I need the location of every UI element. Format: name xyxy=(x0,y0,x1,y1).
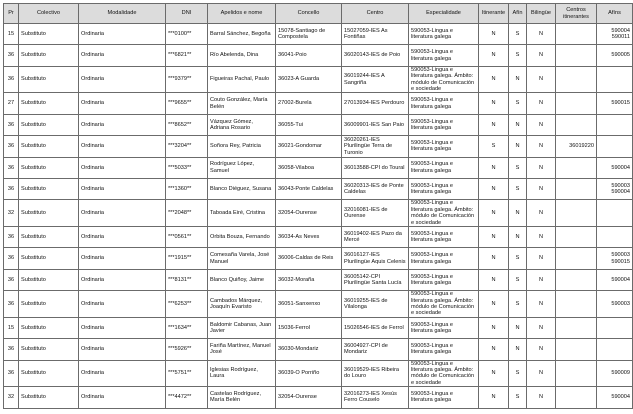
cell-pr: 36 xyxy=(4,269,19,290)
cell-pr: 27 xyxy=(4,93,19,114)
cell-afins xyxy=(597,24,633,45)
table-row xyxy=(4,339,633,360)
afin-code: 590003 xyxy=(611,182,630,189)
cell-apelidos-nome: Taboada Eiré, Cristina xyxy=(208,200,276,227)
cell-concello: 36023-A Guarda xyxy=(276,66,342,93)
cell-itinerante: N xyxy=(479,248,509,269)
table-row xyxy=(4,24,633,45)
afin-code: 590004 xyxy=(611,189,630,196)
afin-code: 590003 xyxy=(611,300,630,307)
cell-colectivo: Substituto xyxy=(19,93,79,114)
cell-centros-itinerantes xyxy=(556,387,597,408)
cell-centro: 15026546-IES de Ferrol xyxy=(342,317,409,338)
cell-centros-itinerantes xyxy=(556,226,597,247)
cell-colectivo: Substituto xyxy=(19,178,79,199)
cell-concello: 36051-Sanxenxo xyxy=(276,291,342,318)
cell-modalidade: Ordinaria xyxy=(79,317,166,338)
cell-concello: 36021-Gondomar xyxy=(276,136,342,157)
cell-concello: 36034-As Neves xyxy=(276,226,342,247)
cell-pr: 36 xyxy=(4,178,19,199)
cell-modalidade: Ordinaria xyxy=(79,248,166,269)
cell-pr: 36 xyxy=(4,136,19,157)
cell-centro: 36019244-IES A Sangriña xyxy=(342,66,409,93)
cell-concello: 36055-Tui xyxy=(276,114,342,135)
cell-afins xyxy=(597,93,633,114)
cell-itinerante: N xyxy=(479,387,509,408)
cell-especialidade: 590053-Lingua e literatura galega. Ámbito: módulo de Comunicación e sociedade xyxy=(409,291,479,318)
cell-itinerante: S xyxy=(479,136,509,157)
cell-especialidade: 590053-Lingua e literatura galega. Ámbito: módulo de Comunicación e sociedade xyxy=(409,360,479,387)
cell-dni: ***9655** xyxy=(166,93,208,114)
cell-especialidade: 590053-Lingua e literatura galega xyxy=(409,317,479,338)
cell-pr: 36 xyxy=(4,226,19,247)
assignments-table xyxy=(3,3,633,409)
table-row xyxy=(4,45,633,66)
cell-centros-itinerantes xyxy=(556,93,597,114)
cell-modalidade: Ordinaria xyxy=(79,226,166,247)
cell-dni: ***4472** xyxy=(166,387,208,408)
cell-centros-itinerantes xyxy=(556,24,597,45)
table-row xyxy=(4,291,633,318)
cell-colectivo: Substituto xyxy=(19,226,79,247)
cell-apelidos-nome: Orbita Bouza, Fernando xyxy=(208,226,276,247)
header-centros-itinerantes: Centros itinerantes xyxy=(556,4,597,24)
cell-dni: ***1915** xyxy=(166,248,208,269)
cell-concello: 36043-Ponte Caldelas xyxy=(276,178,342,199)
cell-apelidos-nome: Couto González, María Belén xyxy=(208,93,276,114)
cell-colectivo: Substituto xyxy=(19,360,79,387)
table-body xyxy=(4,24,633,409)
cell-pr: 36 xyxy=(4,339,19,360)
cell-modalidade: Ordinaria xyxy=(79,45,166,66)
cell-colectivo: Substituto xyxy=(19,157,79,178)
cell-apelidos-nome: Soñora Rey, Patricia xyxy=(208,136,276,157)
cell-afins xyxy=(597,157,633,178)
cell-dni: ***5751** xyxy=(166,360,208,387)
table-row xyxy=(4,248,633,269)
cell-centro: 36019402-IES Pazo da Mercé xyxy=(342,226,409,247)
cell-afin: N xyxy=(509,317,527,338)
cell-especialidade: 590053-Lingua e literatura galega xyxy=(409,269,479,290)
cell-bilingue: N xyxy=(527,200,556,227)
cell-dni: ***2048** xyxy=(166,200,208,227)
cell-dni: ***3204** xyxy=(166,136,208,157)
cell-centros-itinerantes xyxy=(556,339,597,360)
cell-apelidos-nome: Vázquez Gómez, Adriana Rosario xyxy=(208,114,276,135)
cell-bilingue: N xyxy=(527,291,556,318)
cell-centro: 36005142-CPI Plurilingüe Santa Lucía xyxy=(342,269,409,290)
cell-apelidos-nome: Cambados Márquez, Joaquín Evaristo xyxy=(208,291,276,318)
cell-pr: 36 xyxy=(4,248,19,269)
cell-centro: 36009901-IES San Paio xyxy=(342,114,409,135)
cell-afins xyxy=(597,339,633,360)
cell-itinerante: N xyxy=(479,269,509,290)
cell-itinerante: N xyxy=(479,178,509,199)
cell-centro: 36013588-CPI do Toural xyxy=(342,157,409,178)
cell-centro: 36016127-IES Plurilingüe Aquis Celenis xyxy=(342,248,409,269)
table-row xyxy=(4,269,633,290)
cell-apelidos-nome: Iglesias Rodríguez, Laura xyxy=(208,360,276,387)
cell-afins xyxy=(597,269,633,290)
cell-centros-itinerantes xyxy=(556,45,597,66)
cell-itinerante: N xyxy=(479,45,509,66)
cell-centros-itinerantes xyxy=(556,360,597,387)
cell-bilingue: N xyxy=(527,226,556,247)
cell-especialidade: 590053-Lingua e literatura galega xyxy=(409,339,479,360)
cell-afin: N xyxy=(509,114,527,135)
table-row xyxy=(4,317,633,338)
cell-colectivo: Substituto xyxy=(19,291,79,318)
table-row xyxy=(4,136,633,157)
cell-afin: N xyxy=(509,66,527,93)
cell-afin: S xyxy=(509,93,527,114)
cell-bilingue: N xyxy=(527,248,556,269)
cell-centros-itinerantes xyxy=(556,66,597,93)
cell-pr: 15 xyxy=(4,317,19,338)
cell-especialidade: 590053-Lingua e literatura galega xyxy=(409,226,479,247)
cell-centros-itinerantes xyxy=(556,269,597,290)
cell-apelidos-nome: Comesaña Varela, José Manuel xyxy=(208,248,276,269)
header-concello: Concello xyxy=(276,4,342,24)
cell-apelidos-nome: Barral Sánchez, Begoña xyxy=(208,24,276,45)
cell-colectivo: Substituto xyxy=(19,136,79,157)
cell-bilingue: N xyxy=(527,157,556,178)
cell-modalidade: Ordinaria xyxy=(79,339,166,360)
cell-itinerante: N xyxy=(479,200,509,227)
cell-dni: ***1360** xyxy=(166,178,208,199)
cell-dni: ***0100** xyxy=(166,24,208,45)
header-afin: Afín xyxy=(509,4,527,24)
header-itinerante: Itinerante xyxy=(479,4,509,24)
cell-afins xyxy=(597,45,633,66)
cell-afins xyxy=(597,136,633,157)
cell-bilingue: N xyxy=(527,178,556,199)
cell-bilingue: N xyxy=(527,387,556,408)
cell-pr: 15 xyxy=(4,24,19,45)
cell-concello: 36058-Vilaboa xyxy=(276,157,342,178)
cell-afin: N xyxy=(509,200,527,227)
cell-centros-itinerantes: 36019220 xyxy=(556,136,597,157)
cell-itinerante: N xyxy=(479,291,509,318)
cell-centros-itinerantes xyxy=(556,291,597,318)
cell-modalidade: Ordinaria xyxy=(79,66,166,93)
cell-modalidade: Ordinaria xyxy=(79,136,166,157)
table-row xyxy=(4,114,633,135)
cell-afin: S xyxy=(509,24,527,45)
cell-itinerante: N xyxy=(479,317,509,338)
cell-colectivo: Substituto xyxy=(19,317,79,338)
cell-afins xyxy=(597,200,633,227)
cell-pr: 32 xyxy=(4,200,19,227)
cell-modalidade: Ordinaria xyxy=(79,269,166,290)
table-row xyxy=(4,178,633,199)
cell-especialidade: 590053-Lingua e literatura galega xyxy=(409,45,479,66)
cell-centros-itinerantes xyxy=(556,200,597,227)
cell-dni: ***1634** xyxy=(166,317,208,338)
cell-afin: S xyxy=(509,387,527,408)
afin-code: 590003 xyxy=(611,252,630,259)
afin-code: 590004 xyxy=(611,394,630,401)
cell-concello: 36030-Mondariz xyxy=(276,339,342,360)
cell-colectivo: Substituto xyxy=(19,66,79,93)
cell-afins xyxy=(597,178,633,199)
cell-especialidade: 590053-Lingua e literatura galega. Ámbito: módulo de Comunicación e sociedade xyxy=(409,66,479,93)
afin-code: 590005 xyxy=(611,52,630,59)
cell-modalidade: Ordinaria xyxy=(79,360,166,387)
cell-itinerante: N xyxy=(479,24,509,45)
cell-afins xyxy=(597,387,633,408)
cell-bilingue: N xyxy=(527,24,556,45)
cell-modalidade: Ordinaria xyxy=(79,114,166,135)
cell-pr: 36 xyxy=(4,291,19,318)
header-afins: Afíns xyxy=(597,4,633,24)
cell-afins xyxy=(597,248,633,269)
cell-bilingue: N xyxy=(527,114,556,135)
cell-itinerante: N xyxy=(479,226,509,247)
cell-afins xyxy=(597,360,633,387)
afin-code: 590011 xyxy=(611,34,630,41)
cell-dni: ***5033** xyxy=(166,157,208,178)
cell-afin: S xyxy=(509,45,527,66)
cell-apelidos-nome: Fariña Martínez, Manuel José xyxy=(208,339,276,360)
cell-centros-itinerantes xyxy=(556,317,597,338)
cell-centro: 36020313-IES de Ponte Caldelas xyxy=(342,178,409,199)
table-row xyxy=(4,157,633,178)
cell-centros-itinerantes xyxy=(556,114,597,135)
cell-centro: 15027059-IES As Fontiñas xyxy=(342,24,409,45)
cell-colectivo: Substituto xyxy=(19,200,79,227)
header-modalidade: Modalidade xyxy=(79,4,166,24)
header-colectivo: Colectivo xyxy=(19,4,79,24)
cell-centros-itinerantes xyxy=(556,157,597,178)
cell-especialidade: 590053-Lingua e literatura galega xyxy=(409,157,479,178)
cell-centros-itinerantes xyxy=(556,178,597,199)
cell-afin: S xyxy=(509,248,527,269)
afin-code: 590004 xyxy=(611,164,630,171)
cell-afins xyxy=(597,226,633,247)
afin-code: 590009 xyxy=(611,370,630,377)
cell-colectivo: Substituto xyxy=(19,248,79,269)
cell-colectivo: Substituto xyxy=(19,45,79,66)
cell-concello: 36039-O Porriño xyxy=(276,360,342,387)
cell-dni: ***8131** xyxy=(166,269,208,290)
cell-especialidade: 590053-Lingua e literatura galega xyxy=(409,248,479,269)
cell-afins xyxy=(597,66,633,93)
cell-pr: 32 xyxy=(4,387,19,408)
cell-afin: S xyxy=(509,291,527,318)
cell-centro: 32016273-IES Xesús Ferro Couselo xyxy=(342,387,409,408)
cell-concello: 32054-Ourense xyxy=(276,200,342,227)
header-centro: Centro xyxy=(342,4,409,24)
cell-afin: N xyxy=(509,226,527,247)
cell-modalidade: Ordinaria xyxy=(79,157,166,178)
cell-centro: 36020143-IES de Poio xyxy=(342,45,409,66)
cell-apelidos-nome: Figueiras Pachal, Paulo xyxy=(208,66,276,93)
cell-centro: 36004927-CPI de Mondariz xyxy=(342,339,409,360)
cell-bilingue: N xyxy=(527,317,556,338)
cell-bilingue: N xyxy=(527,269,556,290)
cell-colectivo: Substituto xyxy=(19,114,79,135)
cell-dni: ***8652** xyxy=(166,114,208,135)
cell-afin: S xyxy=(509,157,527,178)
header-row xyxy=(4,4,633,24)
cell-apelidos-nome: Blanco Diéguez, Susana xyxy=(208,178,276,199)
cell-centro: 36019529-IES Ribeira do Louro xyxy=(342,360,409,387)
cell-colectivo: Substituto xyxy=(19,387,79,408)
cell-modalidade: Ordinaria xyxy=(79,93,166,114)
header-dni: DNI xyxy=(166,4,208,24)
cell-especialidade: 590053-Lingua e literatura galega xyxy=(409,387,479,408)
cell-apelidos-nome: Castelao Rodríguez, María Belén xyxy=(208,387,276,408)
cell-modalidade: Ordinaria xyxy=(79,387,166,408)
cell-bilingue: N xyxy=(527,66,556,93)
cell-dni: ***6821** xyxy=(166,45,208,66)
cell-afin: N xyxy=(509,136,527,157)
cell-colectivo: Substituto xyxy=(19,269,79,290)
cell-afin: N xyxy=(509,339,527,360)
cell-modalidade: Ordinaria xyxy=(79,200,166,227)
cell-itinerante: N xyxy=(479,66,509,93)
cell-dni: ***6253** xyxy=(166,291,208,318)
cell-concello: 36041-Poio xyxy=(276,45,342,66)
cell-modalidade: Ordinaria xyxy=(79,178,166,199)
cell-pr: 36 xyxy=(4,360,19,387)
cell-modalidade: Ordinaria xyxy=(79,291,166,318)
cell-pr: 36 xyxy=(4,114,19,135)
cell-concello: 15036-Ferrol xyxy=(276,317,342,338)
cell-apelidos-nome: Blanco Quiñoy, Jaime xyxy=(208,269,276,290)
cell-bilingue: N xyxy=(527,45,556,66)
cell-itinerante: N xyxy=(479,339,509,360)
cell-colectivo: Substituto xyxy=(19,339,79,360)
table-row xyxy=(4,200,633,227)
cell-especialidade: 590053-Lingua e literatura galega xyxy=(409,178,479,199)
cell-concello: 36032-Moraña xyxy=(276,269,342,290)
cell-centro: 36020261-IES Plurilingüe Terra de Turonio xyxy=(342,136,409,157)
cell-apelidos-nome: Rodríguez López, Samuel xyxy=(208,157,276,178)
cell-centro: 27013934-IES Perdouro xyxy=(342,93,409,114)
afin-code: 590004 xyxy=(611,276,630,283)
table-row xyxy=(4,226,633,247)
cell-especialidade: 590053-Lingua e literatura galega. Ámbito: módulo de Comunicación e sociedade xyxy=(409,200,479,227)
assignments-table-container xyxy=(3,3,630,409)
header-bilingue: Bilingüe xyxy=(527,4,556,24)
cell-itinerante: N xyxy=(479,360,509,387)
cell-afin: S xyxy=(509,178,527,199)
cell-bilingue: N xyxy=(527,93,556,114)
cell-itinerante: N xyxy=(479,93,509,114)
cell-centro: 32016081-IES de Ourense xyxy=(342,200,409,227)
cell-centros-itinerantes xyxy=(556,248,597,269)
cell-afins xyxy=(597,114,633,135)
cell-apelidos-nome: Río Abelenda, Dina xyxy=(208,45,276,66)
header-apelidos-nome: Apelidos e nome xyxy=(208,4,276,24)
cell-bilingue: N xyxy=(527,339,556,360)
cell-concello: 36006-Caldas de Reis xyxy=(276,248,342,269)
cell-colectivo: Substituto xyxy=(19,24,79,45)
cell-centro: 36019255-IES de Vilalonga xyxy=(342,291,409,318)
cell-modalidade: Ordinaria xyxy=(79,24,166,45)
cell-afin: S xyxy=(509,269,527,290)
table-row xyxy=(4,360,633,387)
cell-especialidade: 590053-Lingua e literatura galega xyxy=(409,136,479,157)
header-especialidade: Especialidade xyxy=(409,4,479,24)
cell-especialidade: 590053-Lingua e literatura galega xyxy=(409,93,479,114)
cell-bilingue: N xyxy=(527,136,556,157)
cell-itinerante: N xyxy=(479,114,509,135)
cell-bilingue: N xyxy=(527,360,556,387)
table-row xyxy=(4,93,633,114)
table-row xyxy=(4,387,633,408)
cell-itinerante: N xyxy=(479,157,509,178)
cell-afin: S xyxy=(509,360,527,387)
cell-pr: 36 xyxy=(4,45,19,66)
cell-concello: 32054-Ourense xyxy=(276,387,342,408)
table-row xyxy=(4,66,633,93)
cell-dni: ***9379** xyxy=(166,66,208,93)
cell-pr: 36 xyxy=(4,66,19,93)
cell-dni: ***5926** xyxy=(166,339,208,360)
cell-apelidos-nome: Baldomir Cabanas, Juan Javier xyxy=(208,317,276,338)
cell-afins xyxy=(597,317,633,338)
cell-concello: 27002-Burela xyxy=(276,93,342,114)
cell-especialidade: 590053-Lingua e literatura galega xyxy=(409,24,479,45)
afin-code: 590004 xyxy=(611,27,630,34)
afin-code: 590015 xyxy=(611,258,630,265)
cell-concello: 15078-Santiago de Compostela xyxy=(276,24,342,45)
cell-afins xyxy=(597,291,633,318)
cell-dni: ***0561** xyxy=(166,226,208,247)
cell-pr: 36 xyxy=(4,157,19,178)
afin-code: 590015 xyxy=(611,100,630,107)
cell-especialidade: 590053-Lingua e literatura galega xyxy=(409,114,479,135)
header-pr: Pr xyxy=(4,4,19,24)
